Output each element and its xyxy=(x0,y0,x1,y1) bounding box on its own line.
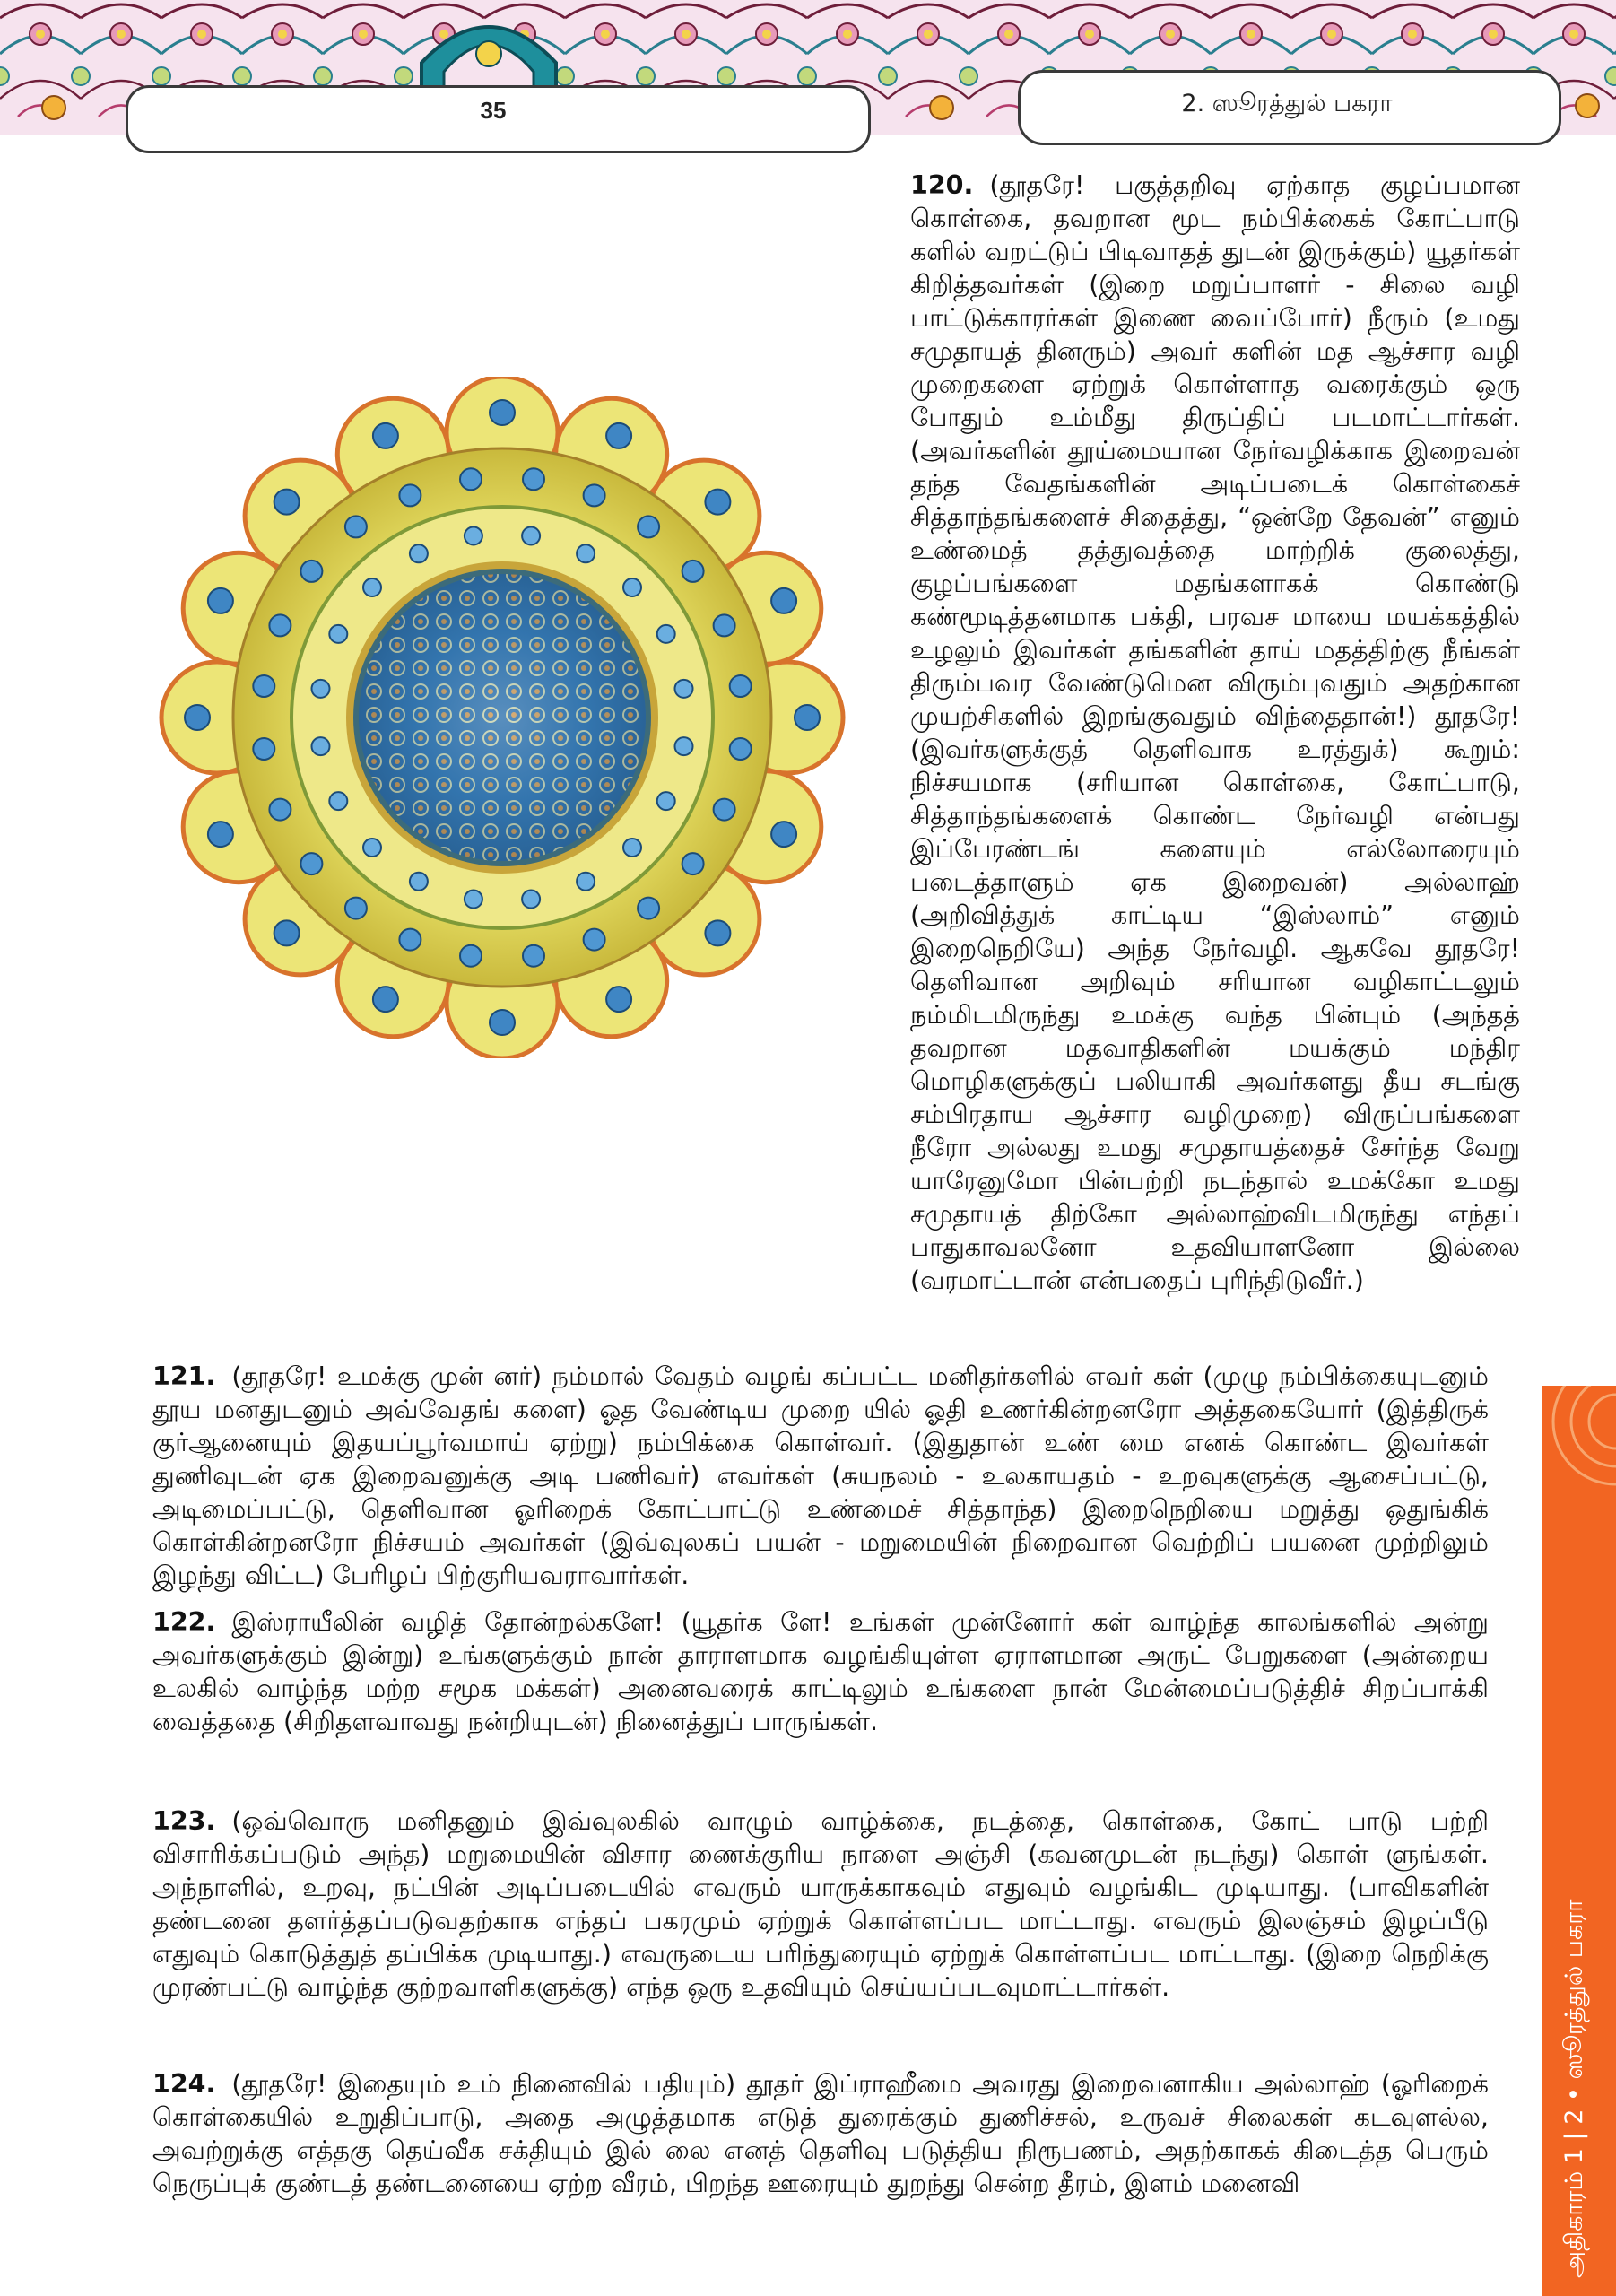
verse-text: இஸ்ராயீலின் வழித் தோன்றல்களே! (யூதர்க ளே! உங்கள் முன்னோர் கள் வாழ்ந்த காலங்களில் அன்று அவர்களுக்கும் இன்று) உங்களுக்கும் நான் தாராளமாக வழங்கியுள்ள ஏராளமான அருட் பேறுகளை (அன்றைய உலகில் வாழ்ந்த மற்ற சமூக மக்கள்) அனைவரைக் காட்டிலும் உங்களை நான் மேன்மைப்படுத்திச் சிறப்பாக்கி வைத்ததை (சிறிதளவாவது நன்றியுடன்) நினைத்துப் பாருங்கள். xyxy=(152,1607,1489,1736)
verse-121 xyxy=(152,1360,1489,1592)
verse-number: 121. xyxy=(152,1361,216,1391)
verse-number: 123. xyxy=(152,1806,216,1836)
verse-number: 122. xyxy=(152,1607,216,1637)
verse-text: (தூதரே! இதையும் உம் நினைவில் பதியும்) தூதர் இப்ராஹீமை அவரது இறைவனாகிய அல்லாஹ் (ஓரிறைக் கொள்கையில் உறுதிப்பாடு, அதை அழுத்தமாக எடுத் துரைக்கும் துணிச்சல், உருவச் சிலைகள் கடவுளல்ல, அவற்றுக்கு எத்தகு தெய்வீக சக்தியும் இல் லை எனத் தெளிவு படுத்திய நிரூபணம், அதற்காகக் கிடைத்த பெரும் நெருப்புக் குண்டத் தண்டனையை ஏற்ற வீரம், பிறந்த ஊரையும் துறந்து சென்ற தீரம், இளம் மனைவி xyxy=(152,2069,1489,2198)
islamic-medallion-image xyxy=(152,377,852,1058)
side-tab-label: அதிகாரம் 1 | 2 • ஸூரத்துல் பகரா xyxy=(1560,1899,1588,2278)
page-number: 35 xyxy=(480,97,507,124)
verse-number: 124. xyxy=(152,2069,216,2099)
verse-text: (தூதரே! உமக்கு முன் னர்) நம்மால் வேதம் வழங் கப்பட்ட மனிதர்களில் எவர் கள் (முழு நம்பிக்கையுடனும் தூய மனதுடனும் அவ்வேதங் களை) ஓத வேண்டிய முறை யில் ஓதி உணர்கின்றனரோ அத்தகையோர் (இத்திருக் குர்ஆனையும் இதயப்பூர்வமாய் ஏற்று) நம்பிக்கை கொள்வர். (இதுதான் உண் மை எனக் கொண்ட இவர்கள் துணிவுடன் ஏக இறைவனுக்கு அடி பணிவர்) எவர்கள் (சுயநலம் - உலகாயதம் - உறவுகளுக்கு ஆசைப்பட்டு, அடிமைப்பட்டு, தெளிவான ஓரிறைக் கோட்பாட்டு உண்மைச் சித்தாந்த) இறைநெறியை மறுத்து ஒதுங்கிக் கொள்கின்றனரோ நிச்சயம் அவர்கள் (இவ்வுலகப் பயன் - மறுமையின் நிறைவான வெற்றிப் பயனை முற்றிலும் இழந்து விட்ட) பேரிழப் பிற்குரியவராவார்கள். xyxy=(152,1361,1489,1590)
verse-number: 120. xyxy=(910,170,974,200)
verse-123 xyxy=(152,1805,1489,2004)
verse-text: (தூதரே! பகுத்தறிவு ஏற்காத குழப்பமான கொள்கை, தவறான மூட நம்பிக்கைக் கோட்பாடு களில் வறட்டுப் பிடிவாதத் துடன் இருக்கும்) யூதர்கள் கிறித்தவர்கள் (இறை மறுப்பாளர் - சிலை வழி பாட்டுக்காரர்கள் இணை வைப்போர்) நீரும் (உமது சமுதாயத் தினரும்) அவர் களின் மத ஆச்சார வழி முறைகளை ஏற்றுக் கொள்ளாத வரைக்கும் ஒரு போதும் உம்மீது திருப்திப் படமாட்டார்கள். (அவர்களின் தூய்மையான நேர்வழிக்காக இறைவன் தந்த வேதங்களின் அடிப்படைக் கொள்கைச் சித்தாந்தங்களைச் சிதைத்து, “ஒன்றே தேவன்” எனும் உண்மைத் தத்துவத்தை மாற்றிக் குலைத்து, குழப்பங்களை மதங்களாகக் கொண்டு கண்மூடித்தனமாக பக்தி, பரவச மாயை மயக்கத்தில் உழலும் இவர்கள் தங்களின் தாய் மதத்திற்கு நீங்கள் திரும்பவர வேண்டுமென விரும்புவதும் அதற்கான முயற்சிகளில் இறங்குவதும் விந்தைதான்!) தூதரே! (இவர்களுக்குத் தெளிவாக உரத்துக்) கூறும்: நிச்சயமாக (சரியான கொள்கை, கோட்பாடு, சித்தாந்தங்களைக் கொண்ட நேர்வழி என்பது இப்பேரண்டங் களையும் எல்லோரையும் படைத்தாளும் ஏக இறைவன்) அல்லாஹ் (அறிவித்துக் காட்டிய “இஸ்லாம்” எனும் இறைநெறியே) அந்த நேர்வழி. ஆகவே தூதரே! தெளிவான அறிவும் சரியான வழிகாட்டலும் நம்மிடமிருந்து உமக்கு வந்த பின்பும் (அந்தத் தவறான மதவாதிகளின் மயக்கும் மந்திர மொழிகளுக்குப் பலியாகி அவர்களது தீய சடங்கு சம்பிரதாய ஆச்சார வழிமுறை) விருப்பங்களை நீரோ அல்லது உமது சமுதாயத்தைச் சேர்ந்த வேறு யாரேனுமோ பின்பற்றி நடந்தால் உமக்கோ உமது சமுதாயத் திற்கோ அல்லாஹ்விடமிருந்து எந்தப் பாதுகாவலனோ உதவியாளனோ இல்லை (வரமாட்டான் என்பதைப் புரிந்திடுவீர்.) xyxy=(910,170,1520,1295)
verse-120 xyxy=(910,169,1520,1297)
chapter-title: 2. ஸூரத்துல் பகரா xyxy=(1181,90,1393,117)
verse-122 xyxy=(152,1605,1489,1738)
verse-text: (ஒவ்வொரு மனிதனும் இவ்வுலகில் வாழும் வாழ்க்கை, நடத்தை, கொள்கை, கோட் பாடு பற்றி விசாரிக்கப்படும் அந்த) மறுமையின் விசார ணைக்குரிய நாளை அஞ்சி (கவனமுடன் நடந்து) கொள் ளுங்கள். அந்நாளில், உறவு, நட்பின் அடிப்படையில் எவரும் யாருக்காகவும் எதுவும் வழங்கிட முடியாது. (பாவிகளின் தண்டனை தளர்த்தப்படுவதற்காக எந்தப் பகரமும் ஏற்றுக் கொள்ளப்பட மாட்டாது. எவரும் இலஞ்சம் இழப்பீடு எதுவும் கொடுத்துத் தப்பிக்க முடியாது.) எவருடைய பரிந்துரையும் ஏற்றுக் கொள்ளப்பட மாட்டாது. (இறை நெறிக்கு முரண்பட்டு வாழ்ந்த குற்றவாளிகளுக்கு) எந்த ஒரு உதவியும் செய்யப்படவுமாட்டார்கள். xyxy=(152,1806,1489,2002)
verse-124 xyxy=(152,2067,1489,2200)
